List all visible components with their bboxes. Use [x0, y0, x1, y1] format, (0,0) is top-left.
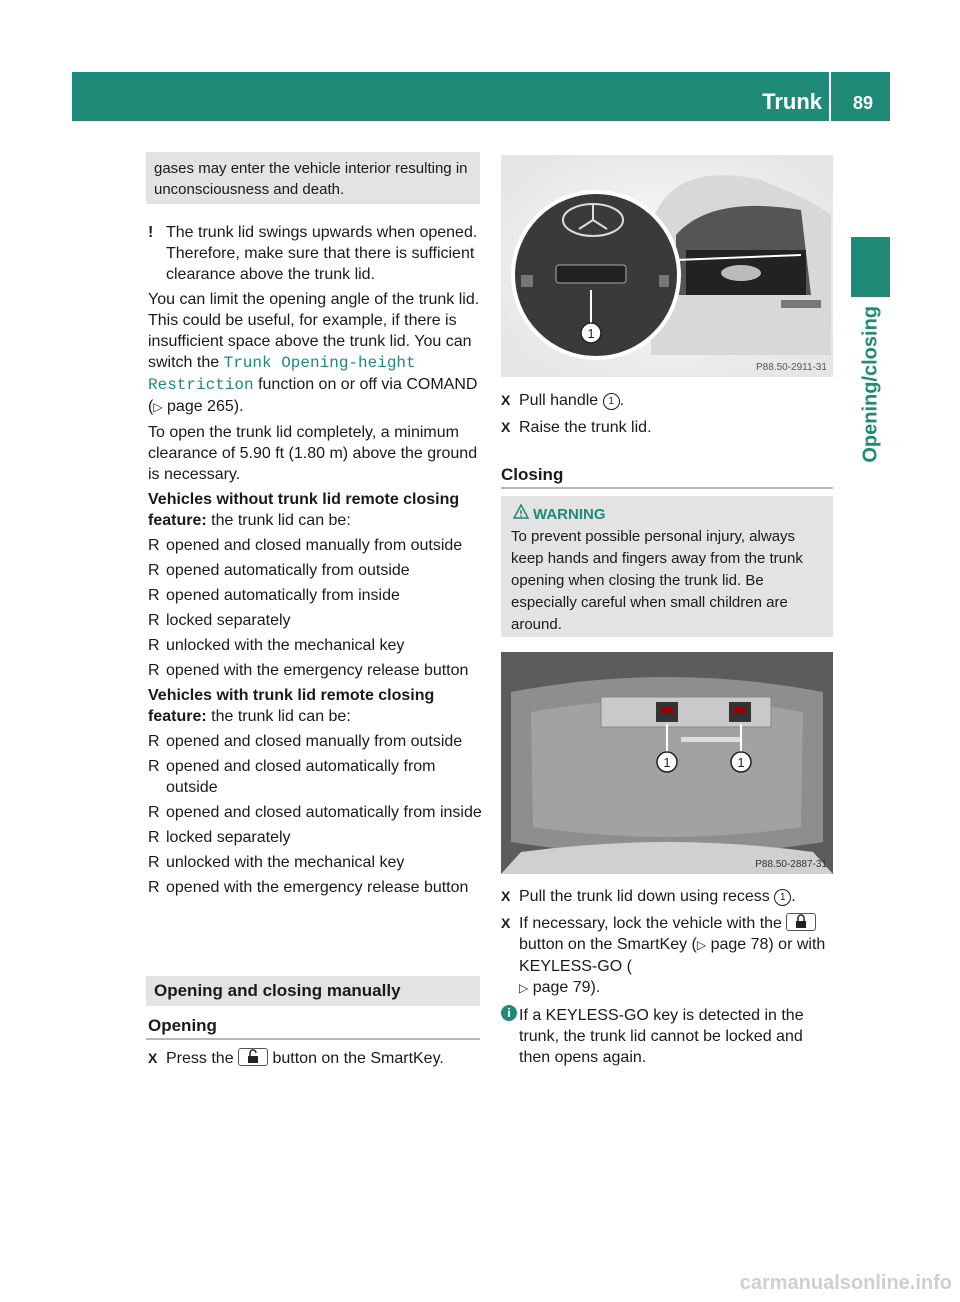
- step-arrow-icon: X: [501, 915, 511, 931]
- step-text: button on the SmartKey.: [268, 1050, 444, 1067]
- bullet-icon: R: [148, 587, 160, 604]
- step-item: [501, 417, 835, 438]
- page-ref-arrow-icon: ▷: [153, 400, 163, 414]
- list-item-text: locked separately: [166, 829, 291, 846]
- step-arrow-icon: X: [148, 1050, 158, 1066]
- bullet-icon: R: [148, 537, 160, 554]
- paragraph-text: You can limit the opening angle of the trunk lid. This could be useful, for example, if there is insufficient space above the trunk lid. You can switch the: [148, 291, 480, 371]
- step-arrow-icon: X: [501, 888, 511, 904]
- warning-continuation-text: gases may enter the vehicle interior resulting in unconsciousness and death.: [154, 160, 468, 198]
- bullet-icon: R: [148, 637, 160, 654]
- bullet-icon: R: [148, 804, 160, 821]
- right-steps-2: [501, 886, 835, 1072]
- caution-text: The trunk lid swings upwards when opened. Therefore, make sure that there is sufficient clearance above the trunk lid.: [166, 224, 478, 283]
- list-item: [148, 877, 482, 898]
- step-item: [501, 913, 835, 999]
- callout-number: 1: [663, 755, 671, 770]
- list-item-text: opened and closed manually from outside: [166, 537, 463, 554]
- heading-bold: Vehicles without trunk lid remote closing feature:: [148, 491, 460, 529]
- step-item: X Pull handle 1 .: [501, 392, 625, 409]
- paragraph-clearance: To open the trunk lid completely, a minimum clearance of 5.90 ft (1.80 m) above the ground is necessary.: [148, 424, 478, 483]
- list-item-text: locked separately: [166, 612, 291, 629]
- callout-number: 1: [737, 755, 745, 770]
- list-item-text: opened and closed manually from outside: [166, 733, 463, 750]
- with-remote-list: [148, 731, 482, 898]
- photo-code: P88.50-2911-31: [756, 362, 827, 373]
- callout-number: 1: [587, 326, 595, 341]
- list-item-text: opened and closed automatically from inside: [166, 804, 482, 821]
- bullet-icon: R: [148, 758, 160, 775]
- left-column: [148, 222, 482, 902]
- function-name-link-cont[interactable]: Restriction: [148, 376, 254, 394]
- list-item: [148, 827, 482, 848]
- step-item: X Pull the trunk lid down using recess 1 .: [501, 888, 796, 905]
- warning-text: To prevent possible personal injury, always keep hands and fingers away from the trunk opening when closing the trunk lid. Be especially careful when small children are around.: [511, 528, 803, 633]
- right-steps-1: [501, 390, 835, 442]
- callout-ref: 1: [774, 889, 791, 906]
- heading-rule: [146, 1038, 480, 1040]
- header-divider: [829, 72, 831, 121]
- page-ref-arrow-icon: ▷: [696, 938, 707, 952]
- step-text: Pull the trunk lid down using recess: [519, 888, 770, 905]
- chapter-tab: [851, 306, 890, 506]
- bullet-icon: R: [148, 854, 160, 871]
- list-item-text: opened with the emergency release button: [166, 879, 469, 896]
- paragraph-opening-angle: [148, 289, 482, 418]
- caution-note: [148, 222, 482, 285]
- press-step: [148, 1048, 482, 1073]
- page-title: Trunk: [762, 89, 822, 114]
- trunk-recess-photo: [501, 652, 833, 874]
- bullet-icon: R: [148, 662, 160, 679]
- section-title: Opening and closing manually: [154, 981, 401, 1000]
- opening-heading: Opening: [148, 1016, 217, 1035]
- list-item-text: opened automatically from outside: [166, 562, 410, 579]
- list-item: [148, 585, 482, 606]
- step-text: Pull handle: [519, 392, 599, 409]
- with-remote-heading: [148, 685, 482, 727]
- bullet-icon: R: [148, 829, 160, 846]
- bullet-icon: R: [148, 879, 160, 896]
- heading-tail: the trunk lid can be:: [206, 512, 351, 529]
- page-reference[interactable]: page 265).: [167, 398, 244, 415]
- list-item: [148, 635, 482, 656]
- without-remote-heading: [148, 489, 482, 531]
- watermark: carmanualsonline.info: [739, 1272, 952, 1294]
- paragraph-text: function on or off via COMAND (: [148, 376, 478, 415]
- closing-heading: Closing: [501, 465, 564, 484]
- warning-title: WARNING: [533, 506, 606, 523]
- list-item: [148, 852, 482, 873]
- callout-ref: 1: [603, 393, 620, 410]
- function-name-link[interactable]: Trunk Opening-height: [223, 354, 416, 372]
- heading-rule: [501, 487, 833, 489]
- trunk-handle-photo: [501, 155, 833, 377]
- info-note: [501, 1005, 835, 1068]
- page-reference[interactable]: page 78) or with KEYLESS-GO (: [519, 936, 826, 975]
- warning-box: [501, 496, 833, 637]
- heading-bold: Vehicles with trunk lid remote closing feature:: [148, 687, 435, 725]
- page-number: 89: [852, 93, 874, 113]
- list-item: [148, 756, 482, 798]
- photo-code: P88.50-2887-31: [755, 859, 827, 870]
- list-item-text: opened with the emergency release button: [166, 662, 469, 679]
- lock-key-icon: [786, 913, 816, 931]
- list-item: [148, 660, 482, 681]
- step-arrow-icon: X: [501, 392, 511, 408]
- page-ref-arrow-icon: ▷: [519, 981, 529, 995]
- step-text: If necessary, lock the vehicle with the: [519, 915, 782, 932]
- step-text: button on the SmartKey (: [519, 936, 697, 953]
- bullet-icon: R: [148, 733, 160, 750]
- without-remote-list: [148, 535, 482, 681]
- list-item: [148, 610, 482, 631]
- info-icon: i: [501, 1005, 517, 1021]
- step-text: Press the: [166, 1050, 239, 1067]
- heading-tail: the trunk lid can be:: [206, 708, 351, 725]
- step-text: Raise the trunk lid.: [519, 419, 652, 436]
- list-item: [148, 802, 482, 823]
- bullet-icon: R: [148, 612, 160, 629]
- list-item: [148, 560, 482, 581]
- list-item: [148, 731, 482, 752]
- step-item: [148, 1048, 482, 1069]
- unlock-key-icon: [238, 1048, 268, 1066]
- warning-triangle-icon: [513, 504, 529, 527]
- warning-header: [511, 504, 823, 526]
- list-item-text: unlocked with the mechanical key: [166, 637, 405, 654]
- step-arrow-icon: X: [501, 419, 511, 435]
- bullet-icon: R: [148, 562, 160, 579]
- chapter-tab-marker: [851, 237, 890, 297]
- list-item-text: opened automatically from inside: [166, 587, 400, 604]
- list-item-text: unlocked with the mechanical key: [166, 854, 405, 871]
- page-reference[interactable]: page 79).: [532, 979, 601, 996]
- warning-continuation-box: [146, 152, 480, 204]
- chapter-tab-label: Opening/closing: [859, 306, 881, 463]
- list-item-text: opened and closed automatically from outside: [166, 758, 436, 796]
- caution-mark: !: [148, 224, 154, 241]
- info-text: If a KEYLESS-GO key is detected in the trunk, the trunk lid cannot be locked and then opens again.: [519, 1007, 804, 1066]
- section-heading-box: [146, 976, 480, 1006]
- list-item: [148, 535, 482, 556]
